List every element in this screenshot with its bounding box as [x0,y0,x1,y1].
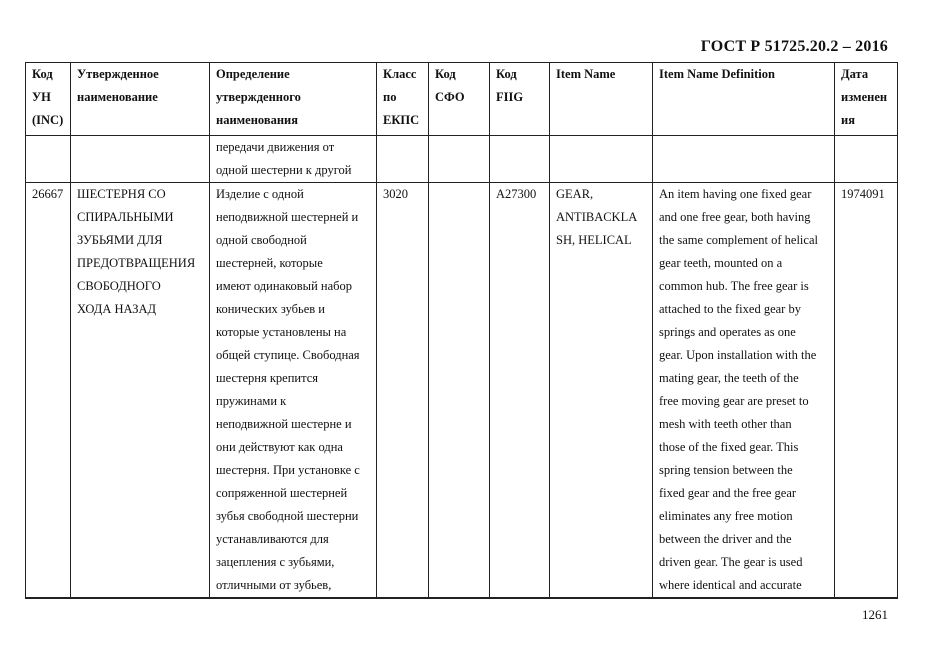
text-line: An item having one fixed gear [659,187,812,201]
text-line: неподвижной шестерней и [216,210,359,224]
text-line: одной шестерни к другой [216,163,352,177]
text-line: where identical and accurate [659,578,802,592]
text-line: spring tension between the [659,463,793,477]
text-line: (INC) [32,113,64,127]
header-class [377,63,429,136]
header-item-name-definition [653,63,835,136]
header-sfo [429,63,490,136]
text-line: free moving gear are preset to [659,394,809,408]
text-line: устанавливаются для [216,532,329,546]
cell-change-date [835,136,898,183]
text-line: неподвижной шестерне и [216,417,352,431]
text-line: Дата [841,67,869,81]
text-line: Код [496,67,517,81]
cell-approved-name [71,136,210,183]
header-item-name [550,63,653,136]
cell-item-name [550,183,653,599]
text-line: Код [435,67,456,81]
cell-fiig: A27300 [490,183,550,599]
header-inc [26,63,71,136]
cell-inc: 26667 [26,183,71,599]
cell-item-name-definition [653,183,835,599]
text-line: зубья свободной шестерни [216,509,359,523]
text-line: общей ступице. Свободная [216,348,360,362]
text-line: ANTIBACKLA [556,210,638,224]
text-line: они действуют как одна [216,440,343,454]
text-line: Код [32,67,53,81]
text-line: по [383,90,397,104]
text-line: наименование [77,90,158,104]
text-line: Item Name [556,67,616,81]
text-line: СФО [435,90,465,104]
cell-class [377,136,429,183]
cell-approved-name [71,183,210,599]
text-line: the same complement of helical [659,233,818,247]
cell-change-date: 1974091 [835,183,898,599]
text-line: Определение [216,67,290,81]
text-line: отличными от зубьев, [216,578,332,592]
text-line: gear. Upon installation with the [659,348,817,362]
text-line: шестерня. При установке с [216,463,360,477]
text-line: наименования [216,113,299,127]
text-line: имеют одинаковый набор [216,279,352,293]
header-approved-name [71,63,210,136]
cell-sfo [429,183,490,599]
text-line: attached to the fixed gear by [659,302,801,316]
text-line: ЕКПС [383,113,420,127]
text-line: утвержденного [216,90,301,104]
cell-definition [210,136,377,183]
header-definition [210,63,377,136]
text-line: common hub. The free gear is [659,279,809,293]
text-line: Item Name Definition [659,67,775,81]
text-line: зацепления с зубьями, [216,555,335,569]
table-row-continuation [26,136,898,183]
text-line: передачи движения от [216,140,335,154]
text-line: driven gear. The gear is used [659,555,803,569]
header-fiig [490,63,550,136]
text-line: ПРЕДОТВРАЩЕНИЯ [77,256,196,270]
text-line: eliminates any free motion [659,509,793,523]
text-line: FIIG [496,90,524,104]
text-line: шестерней, которые [216,256,323,270]
text-line: fixed gear and the free gear [659,486,797,500]
text-line: ЗУБЬЯМИ ДЛЯ [77,233,163,247]
cell-definition [210,183,377,599]
text-line: between the driver and the [659,532,792,546]
page-number: 1261 [862,607,888,622]
text-line: ШЕСТЕРНЯ СО [77,187,166,201]
cell-item-name [550,136,653,183]
text-line: and one free gear, both having [659,210,811,224]
cell-class: 3020 [377,183,429,599]
text-line: mating gear, the teeth of the [659,371,799,385]
text-line: конических зубьев и [216,302,325,316]
text-line: изменен [841,90,888,104]
table-row [26,183,898,599]
text-line: которые установлены на [216,325,347,339]
text-line: СВОБОДНОГО [77,279,161,293]
text-line: Изделие с одной [216,187,304,201]
text-line: Утвержденное [77,67,159,81]
classification-table [25,62,898,599]
text-line: GEAR, [556,187,594,201]
cell-fiig [490,136,550,183]
text-line: УН [32,90,51,104]
header-change-date [835,63,898,136]
cell-sfo [429,136,490,183]
text-line: mesh with teeth other than [659,417,792,431]
text-line: ХОДА НАЗАД [77,302,157,316]
text-line: пружинами к [216,394,287,408]
text-line: Класс [383,67,417,81]
text-line: ия [841,113,855,127]
cell-item-name-definition [653,136,835,183]
document-standard-header: ГОСТ Р 51725.20.2 – 2016 [700,38,888,55]
text-line: одной свободной [216,233,307,247]
text-line: springs and operates as one [659,325,796,339]
table-header-row [26,63,898,136]
text-line: those of the fixed gear. This [659,440,799,454]
text-line: шестерня крепится [216,371,319,385]
cell-inc [26,136,71,183]
text-line: SH, HELICAL [556,233,632,247]
text-line: СПИРАЛЬНЫМИ [77,210,174,224]
text-line: gear teeth, mounted on a [659,256,783,270]
text-line: сопряженной шестерней [216,486,348,500]
